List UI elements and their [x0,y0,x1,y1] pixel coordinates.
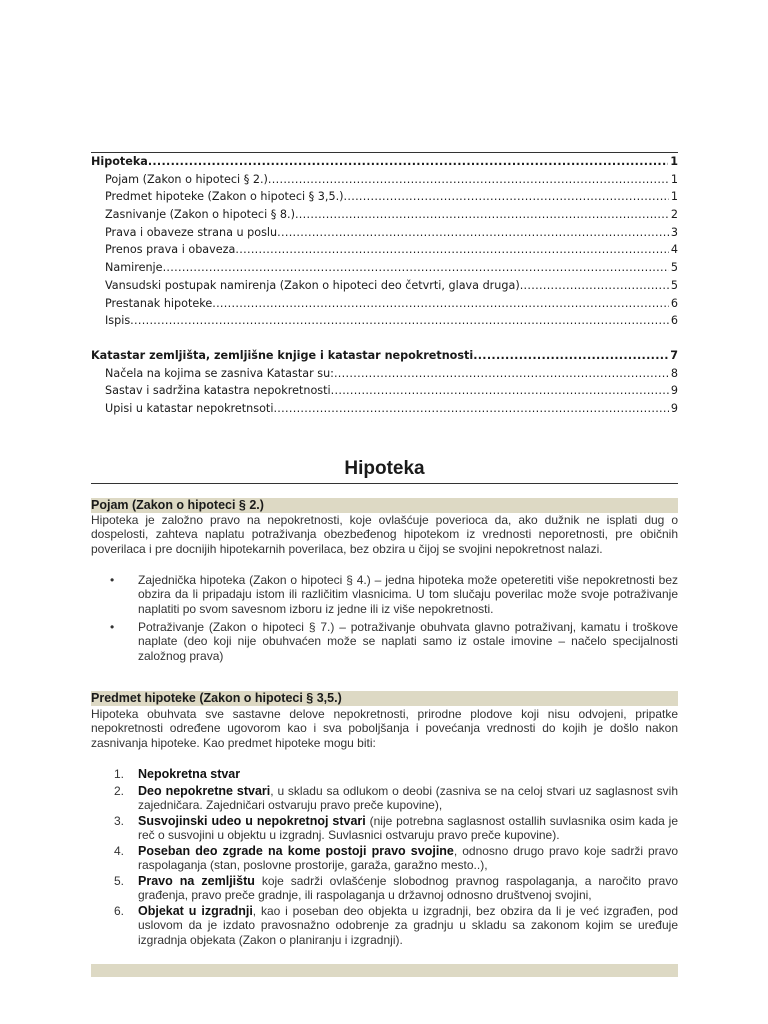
toc-entry-title: Načela na kojima se zasniva Katastar su: [105,366,334,380]
toc-entry-page: 9 [670,401,678,415]
toc-entry-title: Zasnivanje (Zakon o hipoteci § 8.) [105,208,295,222]
toc-entry-title: Sastav i sadržina katastra nepokretnosti [105,384,331,398]
bullet-icon: • [110,573,115,587]
toc-dots [268,171,669,189]
toc-entry-page: 7 [670,348,678,362]
toc-entry-page: 4 [670,243,678,257]
numbered-item [110,814,678,843]
toc-entry[interactable] [91,365,678,383]
section-paragraph-predmet: Hipoteka obuhvata sve sastavne delove nepokretnosti, prirodne plodove koji nisu odvojeni, pripatke nepokretnosti određene ugovorom kao i sva poboljšanja i povećanja vrednosti do kojih je došlo nakon zasnivanja hipoteke. Kao predmet hipoteke mogu biti: [91,707,678,750]
numbered-item [110,904,678,947]
item-lead: Susvojinski udeo u nepokretnoj stvari [138,814,366,828]
toc-entry-title: Katastar zemljišta, zemljišne knjige i katastar nepokretnosti [91,348,474,362]
toc-entry[interactable] [91,277,678,295]
toc-dots [273,400,668,418]
toc-entry-title: Upisi u katastar nepokretnsoti [105,401,274,415]
toc-entry-page: 2 [670,208,678,222]
toc-entry[interactable] [91,312,678,330]
toc-entry[interactable] [91,241,678,259]
item-rest: , u skladu sa odlukom o deobi (zasniva se na celoj stvari uz saglasnost svih zajedničara. Zajedničari ostvaruju pravo preče kupovine), [138,784,679,813]
bullet-icon: • [110,620,115,634]
numbered-item [110,844,678,873]
toc-entry-page: 8 [670,366,678,380]
toc-entry-title: Prava i obaveze strana u poslu [105,225,278,239]
toc-entry[interactable] [91,382,678,400]
toc-entry-page: 1 [670,190,678,204]
item-rest: , odnosno drugo pravo koje sadrži pravo raspolaganja (stan, poslovne prostorije, garaža, garažno mesto..), [138,844,678,873]
item-lead: Deo nepokretne stvari [138,784,271,798]
toc-entry[interactable] [91,206,678,224]
toc-dots [163,259,669,277]
item-rest: (nije potrebna saglasnost ostallih suvlasnika osim kada je reč o susvojini u objektu u izgradnj. Suvlasnici ostvaruju pravo preče kupovine). [138,814,679,843]
item-lead: Nepokretna stvar [138,767,241,781]
toc-dots [295,206,669,224]
toc-entry[interactable] [91,224,678,242]
toc-entry-page: 1 [670,172,678,186]
item-lead: Pravo na zemljištu [138,874,255,888]
item-lead: Objekat u izgradnji [138,904,253,918]
toc-entry-page: 5 [670,278,678,292]
toc-entry-page: 1 [670,155,678,168]
next-section-heading-band [91,964,678,977]
numbered-item [110,767,678,781]
bullet-text: Zajednička hipoteka (Zakon o hipoteci § 4.) – jedna hipoteka može opeteretiti više nepokretnosti bez obzira da li pripadaju istom ili različitim vlasnicima. U tom slučaju poverilac može svoje potraživanje naplatiti po svom savesnom izboru iz jedne ili iz više nepokretnosti. [138,573,678,616]
toc-entry-title: Ispis [105,314,131,328]
section-paragraph-pojam: Hipoteka je založno pravo na nepokretnosti, koje ovlašćuje poverioca da, ako dužnik ne isplati dug o dospelosti, zahteva naplatu potraživanja obezbeđenog hipotekom iz vrednosti neporetnosti, pre običnih poverilaca i pre docnijih hipotekarnih poverilaca, bez obzira u čijoj se svojini nepokretnost nalazi. [91,513,678,556]
toc-dots [277,224,669,242]
item-rest: , kao i poseban deo objekta u izgradnji, bez obzira da li je već izgrađen, pod uslovom da je izdato pravosnažno odobrenje za gradnju u skladu sa zakonom kojim se uređuje izgradnja objekata (Zakon o planiranju i izgradnji). [138,904,678,947]
toc-entry-title: Vansudski postupak namirenja (Zakon o hipoteci deo četvrti, glava druga) [105,278,520,292]
toc-dots [334,365,669,383]
toc-entry-title: Pojam (Zakon o hipoteci § 2.) [105,172,268,186]
toc-entry-page: 5 [670,261,678,275]
table-of-contents [91,152,678,418]
toc-entry[interactable] [91,295,678,313]
toc-entry-title: Namirenje [105,261,163,275]
toc-entry-title: Prestanak hipoteke [105,296,213,310]
toc-dots [235,241,668,259]
toc-dots [520,277,669,295]
bullet-text: Potraživanje (Zakon o hipoteci § 7.) – potraživanje obuhvata glavno potraživanj, kamatu i troškove naplate (deo koji nije obuhvaćen može se naplati samo iz ostale imovine – načelo specijalnosti založnog prava) [138,620,678,663]
toc-entry[interactable] [91,259,678,277]
toc-entry[interactable] [91,171,678,189]
section-heading-pojam: Pojam (Zakon o hipoteci § 2.) [91,498,678,513]
item-number: 2. [114,784,125,798]
numbered-item [110,784,678,813]
toc-dots [212,295,669,313]
toc-entry[interactable] [91,153,678,171]
toc-entry[interactable] [91,400,678,418]
toc-entry[interactable] [91,188,678,206]
toc-entry-title: Prenos prava i obaveza [105,243,236,257]
toc-entry-page: 9 [670,384,678,398]
document-heading: Hipoteka [91,458,678,484]
toc-dots [344,188,669,206]
toc-entry-title: Predmet hipoteke (Zakon o hipoteci § 3,5.) [105,190,344,204]
item-number: 1. [114,767,125,781]
item-number: 4. [114,844,125,858]
item-number: 3. [114,814,125,828]
numbered-item [110,874,678,903]
item-rest: koje sadrži ovlašćenje slobodnog pravnog raspolaganja, a naročito pravo građenja, pravo preče gradnje, ili raspolaganja u državnoj odnosno društvenoj svojini, [138,874,679,903]
bullet-item [110,573,678,616]
toc-dots [331,382,669,400]
toc-entry-page: 6 [670,314,678,328]
toc-dots [148,153,668,171]
item-lead: Poseban deo zgrade na kome postoji pravo svojine [138,844,454,858]
item-number: 6. [114,904,125,918]
bullet-item [110,620,678,663]
toc-dots [130,312,669,330]
toc-entry[interactable] [91,347,678,365]
toc-entry-title: Hipoteka [91,155,148,168]
toc-dots [473,347,668,365]
toc-entry-page: 3 [670,225,678,239]
section-heading-predmet: Predmet hipoteke (Zakon o hipoteci § 3,5.) [91,691,678,706]
item-number: 5. [114,874,125,888]
toc-entry-page: 6 [670,296,678,310]
